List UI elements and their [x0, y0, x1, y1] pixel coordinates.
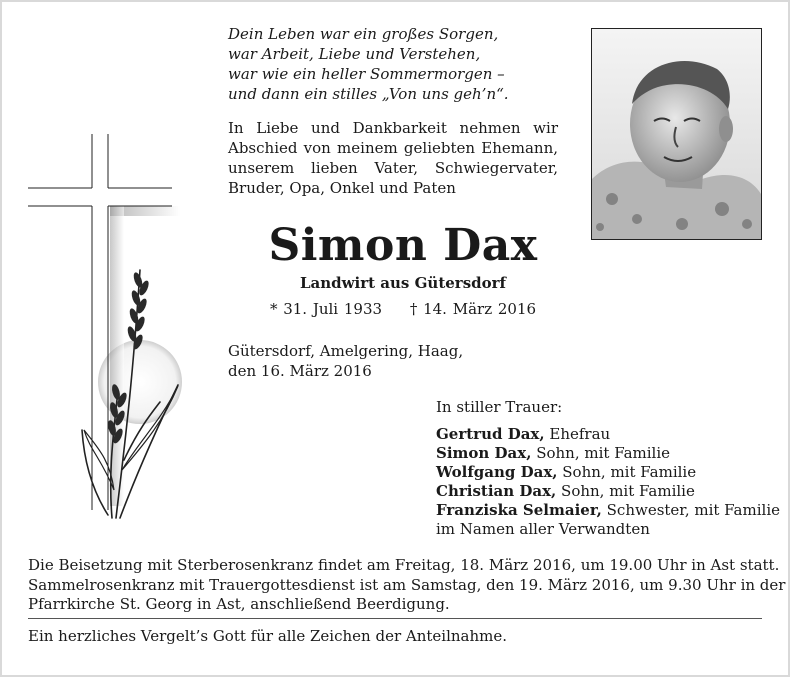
mourner-row [436, 425, 781, 444]
deceased-occupation: Landwirt aus Gütersdorf [299, 274, 506, 292]
funeral-line: Pfarrkirche St. Georg in Ast, anschließend Beerdigung. [28, 595, 450, 613]
cross-with-wheat-icon [28, 130, 188, 530]
mourner-relation: Sohn, mit Familie [562, 463, 697, 481]
poem-line: und dann ein stilles „Von uns geh’n“. [228, 85, 509, 103]
mourner-relation: Ehefrau [549, 425, 611, 443]
portrait-photo [591, 28, 762, 240]
mourners-heading: In stiller Trauer: [436, 398, 563, 416]
mourner-name: Simon Dax, [436, 444, 532, 462]
thanks-text: Ein herzliches Vergelt’s Gott für alle Zeichen der Anteilnahme. [28, 627, 508, 645]
death-date: † 14. März 2016 [409, 300, 537, 318]
mourner-name: Christian Dax, [436, 482, 557, 500]
place-line: Gütersdorf, Amelgering, Haag, [228, 342, 464, 360]
mourner-name: Franziska Selmaier, [436, 501, 602, 519]
life-dates [228, 299, 578, 319]
mourners-closing: im Namen aller Verwandten [436, 520, 650, 538]
mourner-row [436, 444, 781, 463]
funeral-line: Die Beisetzung mit Sterberosenkranz findet am Freitag, 18. März 2016, um 19.00 Uhr in Ast statt. [28, 556, 780, 574]
date-line: den 16. März 2016 [228, 362, 372, 380]
mourner-name: Wolfgang Dax, [436, 463, 558, 481]
place-and-date [228, 341, 528, 381]
poem-line: war Arbeit, Liebe und Verstehen, [228, 45, 481, 63]
mourner-relation: Sohn, mit Familie [561, 482, 695, 500]
funeral-line: Sammelrosenkranz mit Trauergottesdienst ist am Samstag, den 19. März 2016, um 9.30 Uhr in der [28, 575, 786, 594]
poem-line: Dein Leben war ein großes Sorgen, [228, 25, 499, 43]
funeral-info [28, 556, 786, 615]
mourner-row [436, 501, 781, 520]
mourners-block [436, 398, 781, 539]
mourner-row [436, 482, 781, 501]
intro-text: In Liebe und Dankbarkeit nehmen wir Abschied von meinem geliebten Ehemann, unserem lieben Vater, Schwiegervater, Bruder, Opa, Onkel und Paten [228, 119, 558, 197]
deceased-name: Simon Dax [268, 220, 538, 271]
birth-date: * 31. Juli 1933 [269, 300, 383, 318]
mourner-relation: Sohn, mit Familie [536, 444, 671, 462]
mourner-row [436, 463, 781, 482]
portrait-illustration [592, 29, 761, 239]
mourner-name: Gertrud Dax, [436, 425, 545, 443]
poem [228, 24, 568, 104]
poem-line: war wie ein heller Sommermorgen – [228, 65, 505, 83]
divider [28, 618, 762, 619]
mourner-relation: Schwester, mit Familie [606, 501, 780, 519]
